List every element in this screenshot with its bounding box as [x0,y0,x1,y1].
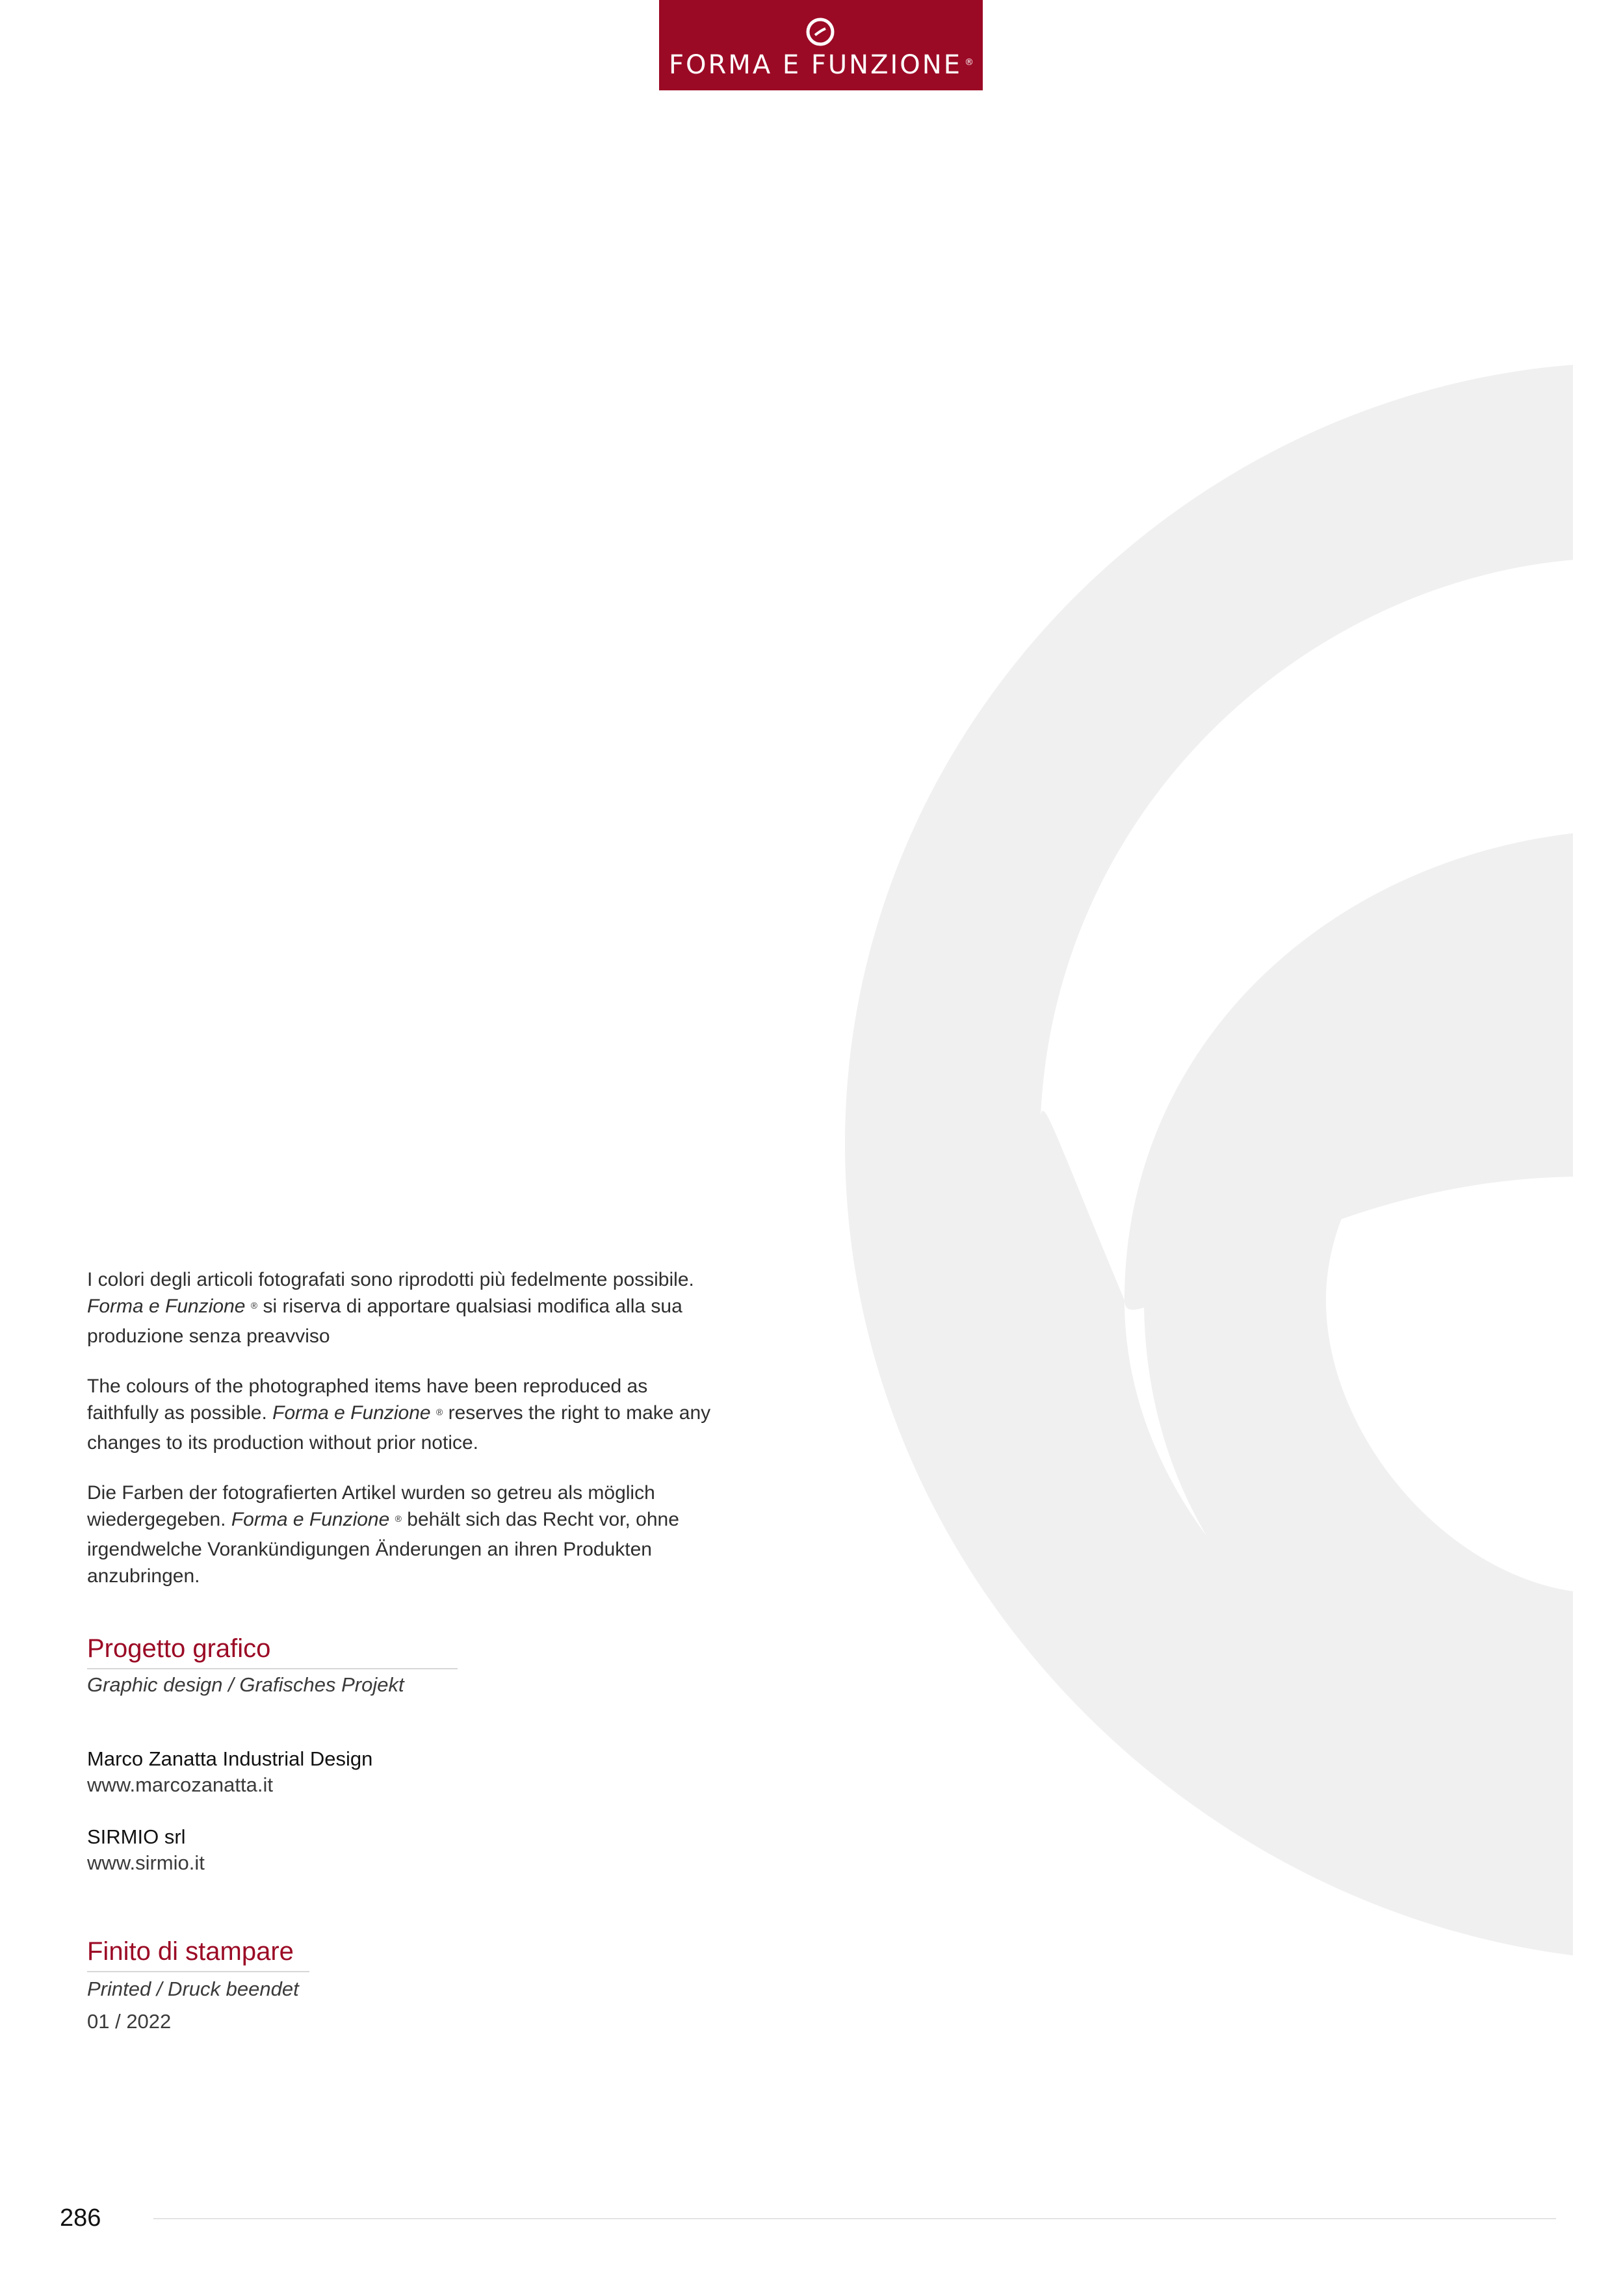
printed-title: Finito di stampare [87,1937,294,1966]
disclaimer-en-line2: faithfully as possible. Forma e Funzione ® reserves the right to make any [87,1402,711,1424]
graphic-design-subtitle: Graphic design / Grafisches Projekt [87,1673,404,1696]
disclaimer-de-line3: irgendwelche Vorankündigungen Änderungen an ihren Produkten [87,1539,652,1560]
disclaimer-it [87,1266,809,1350]
logo-wordmark: FORMA E FUNZIONE ® [669,50,976,80]
disclaimer-en [87,1373,809,1456]
disclaimer-it-line2: Forma e Funzione ® si riserva di apportare qualsiasi modifica alla sua [87,1296,682,1317]
credit-url-2[interactable]: www.sirmio.it [87,1851,205,1874]
credit-url-1[interactable]: www.marcozanatta.it [87,1773,273,1796]
printed-divider [87,1971,309,1972]
credit-name-1: Marco Zanatta Industrial Design [87,1747,373,1770]
printed-date: 01 / 2022 [87,2010,172,2033]
disclaimer-it-line1: I colori degli articoli fotografati sono riprodotti più fedelmente possibile. [87,1269,694,1290]
page-number: 286 [60,2204,101,2232]
footer-divider [153,2218,1556,2219]
graphic-design-divider [87,1668,458,1669]
graphic-design-title: Progetto grafico [87,1634,271,1663]
credit-name-2: SIRMIO srl [87,1825,186,1848]
brand-logo [659,0,983,90]
printed-subtitle: Printed / Druck beendet [87,1977,299,2000]
disclaimer-en-line3: changes to its production without prior notice. [87,1432,479,1454]
swirl-logo-icon [804,16,837,48]
disclaimer-de-line1: Die Farben der fotografierten Artikel wurden so getreu als möglich [87,1482,655,1504]
background-swirl-graphic [845,364,1583,1957]
disclaimer-de [87,1480,809,1589]
disclaimer-de-line2: wiedergegeben. Forma e Funzione ® behält sich das Recht vor, ohne [87,1509,679,1530]
disclaimer-en-line1: The colours of the photographed items have been reproduced as [87,1376,648,1397]
disclaimer-it-line3: produzione senza preavviso [87,1325,330,1347]
disclaimer-de-line4: anzubringen. [87,1565,200,1587]
